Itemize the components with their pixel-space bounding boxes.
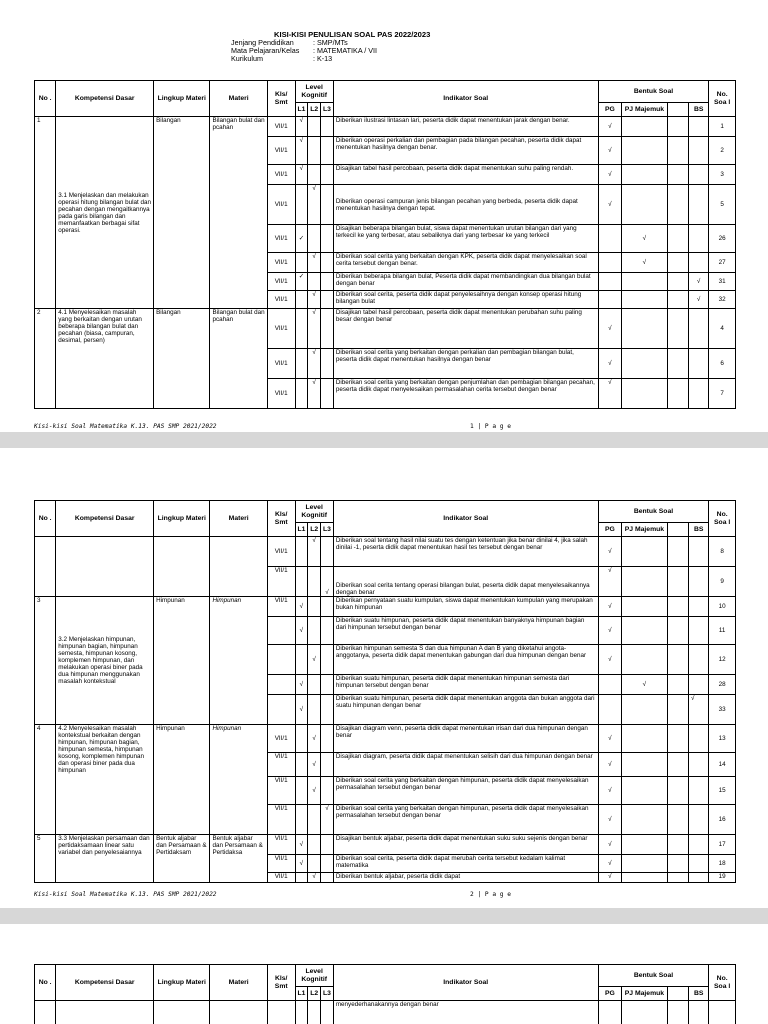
no-soal-cell: 19 bbox=[709, 873, 736, 883]
kisi-kisi-table-page-3 bbox=[34, 964, 736, 1024]
table-row: VII/1 √ Diberikan soal cerita, peserta didik dapat merubah cerita tersebut kedalam kalimat matematika √ 18 bbox=[35, 855, 736, 873]
table-row: VII/1 √ Diberikan bentuk aljabar, peserta didik dapat √ 19 bbox=[35, 873, 736, 883]
table-row: VII/1 √ Diberikan soal cerita yang berkaitan dengan KPK, peserta didik dapat menyelesaikan soal cerita tersebut dengan benar. √ 27 bbox=[35, 253, 736, 273]
no-soal-cell: 12 bbox=[709, 645, 736, 675]
no-soal-cell: 8 bbox=[709, 537, 736, 567]
indikator-cell: Diberikan beberapa bilangan bulat, Peserta didik dapat membandingkan dua bilangan bulat dengan benar bbox=[333, 273, 598, 291]
indikator-cell: Diberikan soal cerita yang berkaitan dengan himpunan, peserta didik dapat menyelesaikan permasalahan tersebut dengan benar bbox=[333, 805, 598, 835]
no-soal-cell: 15 bbox=[709, 777, 736, 805]
table-row: VII/1 √ Diberikan soal cerita yang berkaitan dengan perkalian dan pembagian bilangan bulat, peserta didik dapat menentukan hasilnya dengan benar √ 6 bbox=[35, 349, 736, 379]
no-soal-cell: 2 bbox=[709, 137, 736, 165]
indikator-cell: Disajikan tabel hasil percobaan, peserta didik dapat menentukan perubahan suhu paling besar dengan benar bbox=[333, 309, 598, 349]
no-soal-cell: 26 bbox=[709, 225, 736, 253]
no-soal-cell: 4 bbox=[709, 309, 736, 349]
indikator-cell: Diberikan soal cerita yang berkaitan dengan KPK, peserta didik dapat menyelesaikan soal cerita tersebut dengan benar. bbox=[333, 253, 598, 273]
page-number: 2 | P a g e bbox=[470, 891, 511, 898]
table-header-row: No . Kompetensi Dasar Lingkup Materi Materi Kls/ Smt Level Kognitif Indikator Soal Bentuk Soal No. Soa l bbox=[35, 81, 736, 103]
document-page-1: KISI-KISI PENULISAN SOAL PAS 2022/2023 Jenjang Pendidikan : SMP/MTs Mata Pelajaran/Kelas : MATEMATIKA / VII Kurikulum : K-13 No . Kompetensi Dasar Lingkup Materi Materi Kls/ Smt Level Kognitif Indikator Soal Bentuk Soal No. Soa l L1 L2 L3 PG PJ Majemuk BS 1 3.1 Menjelaskan dan melakukan operasi hitung bilangan bulat dan pecahan dengan mengaitkannya pada garis bilangan dan memanfaatkan berbagai sifat operasi. Bilangan Bilangan bulat dan pcahan VII/1 √ Diberikan ilustrasi lintasan lari, peserta didik dapat menentukan jarak dengan benar. √ 1 VII/1 √ Diberikan operasi perkalian dan pembagian pada bilangan pecahan, peserta didik dapat menentukan hasilnya dengan benar. √ 2 VII/1 √ Disajikan tabel hasil percobaan, peserta didik dapat menentukan suhu paling rendah. √ 3 VII/1 √ Diberikan operasi campuran jenis bilangan pecahan yang berbeda, peserta didik dapat menentukan hasilnya dengan tepat. √ 5 VII/1 ✓ Disajikan beberapa bilangan bulat, siswa dapat menentukan urutan bilangan dari yang terkecil ke yang terbesar, atau sebaliknya dari yang terbesar ke yang terkecil √ 26 VII/1 √ Diberikan soal cerita yang berkaitan dengan KPK, peserta didik dapat menyelesaikan soal cerita tersebut dengan benar. √ 27 VII/1 ✓ Diberikan beberapa bilangan bulat, Peserta didik dapat membandingkan dua bilangan bulat dengan benar √ 31 VII/1 √ Diberikan soal cerita, peserta didik dapat penyelesaihnya dengan konsep operasi hitung bilangan bulat √ 32 2 4.1 Menyelesaikan masalah yang berkaitan dengan urutan beberapa bilangan bulat dan pecahan (biasa, campuran, desimal, persen) Bilangan Bilangan bulat dan pcahan VII/1 √ Disajikan tabel hasil percobaan, peserta didik dapat menentukan perubahan suhu paling besar dengan benar √ 4 VII/1 √ Diberikan soal cerita yang berkaitan dengan perkalian dan pembagian bilangan bulat, peserta didik dapat menentukan hasilnya dengan benar √ 6 VII/1 √ Diberikan soal cerita yang berkaitan dengan penjumlahan dan pembagian bilangan pecahan, peserta didik dapat menyelesaikan permasalahan cerita tersebut dengan benar √ 7 Kisi-kisi Soal Matematika K.13. PAS SMP 2021/2022 1 | P a g e bbox=[0, 0, 768, 432]
indikator-cell: Diberikan soal cerita, peserta didik dapat merubah cerita tersebut kedalam kalimat matematika bbox=[333, 855, 598, 873]
table-subheader-row: L1 L2 L3 PG PJ Majemuk BS bbox=[35, 103, 736, 117]
table-row: 2 4.1 Menyelesaikan masalah yang berkaitan dengan urutan beberapa bilangan bulat dan pecahan (biasa, campuran, desimal, persen) Bilangan Bilangan bulat dan pcahan VII/1 √ Disajikan tabel hasil percobaan, peserta didik dapat menentukan perubahan suhu paling besar dengan benar √ 4 bbox=[35, 309, 736, 349]
indikator-cell: Diberikan bentuk aljabar, peserta didik dapat bbox=[333, 873, 598, 883]
indikator-cell: Disajikan beberapa bilangan bulat, siswa dapat menentukan urutan bilangan dari yang terkecil ke yang terbesar, atau sebaliknya dari yang terbesar ke yang terkecil bbox=[333, 225, 598, 253]
document-title: KISI-KISI PENULISAN SOAL PAS 2022/2023 bbox=[274, 30, 431, 39]
no-soal-cell: 32 bbox=[709, 291, 736, 309]
table-row: VII/1 √ Diberikan soal cerita tentang operasi bilangan bulat, peserta didik dapat menyelesaikannya dengan benar √ 9 bbox=[35, 567, 736, 597]
table-subheader-row: L1 L2 L3 PG PJ Majemuk BS bbox=[35, 987, 736, 1001]
table-row: VII/1 √ Diberikan soal cerita yang berkaitan dengan himpunan, peserta didik dapat menyelesaikan permasalahan tersebut dengan benar √ 16 bbox=[35, 805, 736, 835]
indikator-cell: Diberikan pernyataan suatu kumpulan, siswa dapat menentukan kumpulan yang merupakan bukan himpunan bbox=[333, 597, 598, 617]
table-row: √ Diberikan himpunan semesta S dan dua himpunan A dan B yang diketahui angota-anggotanya, peserta didik dapat menentukan gabungan dari dua himpunan dengan benar √ 12 bbox=[35, 645, 736, 675]
no-soal-cell: 17 bbox=[709, 835, 736, 855]
table-row: 3 3.2 Menjelaskan himpunan, himpunan bagian, himpunan semesta, himpunan kosong, komplemen himpunan, dan melakukan operasi biner pada dua himpunan menggunakan masalah kontekstual Himpunan Himpunan VII/1 √ Diberikan pernyataan suatu kumpulan, siswa dapat menentukan kumpulan yang merupakan bukan himpunan √ 10 bbox=[35, 597, 736, 617]
no-soal-cell: 14 bbox=[709, 753, 736, 777]
kd-cell: 3.1 Menjelaskan dan melakukan operasi hitung bilangan bulat dan pecahan dengan mengaitkannya pada garis bilangan dan memanfaatkan berbagai sifat operasi. bbox=[56, 117, 154, 309]
no-soal-cell: 16 bbox=[709, 805, 736, 835]
table-row: √ Diberikan suatu himpunan, peserta didik dapat menentukan anggota dan bukan anggota dari suatu himpunan dengan benar √ 33 bbox=[35, 695, 736, 725]
table-row: VII/1 √ Diberikan soal cerita yang berkaitan dengan himpunan, peserta didik dapat menyelesaikan permasalahan tersebut dengan benar √ 15 bbox=[35, 777, 736, 805]
table-header-row: No . Kompetensi Dasar Lingkup Materi Materi Kls/ Smt Level Kognitif Indikator Soal Bentuk Soal No. Soa l bbox=[35, 501, 736, 523]
indikator-cell: Diberikan suatu himpunan, peserta didik dapat menentukan anggota dan bukan anggota dari suatu himpunan dengan benar bbox=[333, 695, 598, 725]
table-subheader-row: L1 L2 L3 PG PJ Majemuk BS bbox=[35, 523, 736, 537]
no-soal-cell: 6 bbox=[709, 349, 736, 379]
no-soal-cell: 3 bbox=[709, 165, 736, 185]
no-soal-cell: 1 bbox=[709, 117, 736, 137]
no-soal-cell: 7 bbox=[709, 379, 736, 409]
indikator-cell: Diberikan operasi campuran jenis bilangan pecahan yang berbeda, peserta didik dapat menentukan hasilnya dengan tepat. bbox=[333, 185, 598, 225]
meta-row-kurikulum: Kurikulum : K-13 bbox=[231, 54, 333, 63]
table-row: VII/1 ✓ Diberikan beberapa bilangan bulat, Peserta didik dapat membandingkan dua bilangan bulat dengan benar √ 31 bbox=[35, 273, 736, 291]
document-page-2: No . Kompetensi Dasar Lingkup Materi Materi Kls/ Smt Level Kognitif Indikator Soal Bentuk Soal No. Soa l L1 L2 L3 PG PJ Majemuk BS VII/1 √ Diberikan soal tentang hasil nilai suatu tes dengan ketentuan jika benar dinilai 4, jika salah dinilai -1, peserta didik dapat menentukan hasil tes tersebut dengan benar √ 8 VII/1 √ Diberikan soal cerita tentang operasi bilangan bulat, peserta didik dapat menyelesaikannya dengan benar √ 9 3 3.2 Menjelaskan himpunan, himpunan bagian, himpunan semesta, himpunan kosong, komplemen himpunan, dan melakukan operasi biner pada dua himpunan menggunakan masalah kontekstual Himpunan Himpunan VII/1 √ Diberikan pernyataan suatu kumpulan, siswa dapat menentukan kumpulan yang merupakan bukan himpunan √ 10 √ Diberikan suatu himpunan, peserta didik dapat menentukan banyaknya himpunan bagian dari himpunan tersebut dengan benar √ 11 √ Diberikan himpunan semesta S dan dua himpunan A dan B yang diketahui angota-anggotanya, peserta didik dapat menentukan gabungan dari dua himpunan dengan benar √ 12 √ Diberikan suatu himpunan, peserta didik dapat menentukan himpunan semesta dari himpunan tersebut dengan benar √ 28 √ Diberikan suatu himpunan, peserta didik dapat menentukan anggota dan bukan anggota dari suatu himpunan dengan benar √ 33 4 4.2 Menyelesaikan masalah kontekstual berkaitan dengan himpunan, himpunan bagian, himpunan semesta, himpunan kosong, komplemen himpunan dan operasi biner pada dua himpunan Himpunan Himpunan VII/1 √ Disajikan diagram venn, peserta didik dapat menentukan irisan dari dua himpunan dengan benar √ 13 VII/1 √ Disajikan diagram, peserta didik dapat menentukan selisih dari dua himpunan dengan benar √ 14 VII/1 √ Diberikan soal cerita yang berkaitan dengan himpunan, peserta didik dapat menyelesaikan permasalahan tersebut dengan benar √ 15 VII/1 √ Diberikan soal cerita yang berkaitan dengan himpunan, peserta didik dapat menyelesaikan permasalahan tersebut dengan benar √ 16 5 3.3 Menjelaskan persamaan dan pertidaksamaan linear satu variabel dan penyelesaiannya Bentuk aljabar dan Persamaan & Pertidaksam Bentuk aljabar dan Persamaan & Pertidaksa VII/1 √ Disajikan bentuk aljabar, peserta didik dapat menentukan suku suku sejenis dengan benar √ 17 VII/1 √ Diberikan soal cerita, peserta didik dapat merubah cerita tersebut kedalam kalimat matematika √ 18 VII/1 √ Diberikan bentuk aljabar, peserta didik dapat √ 19 Kisi-kisi Soal Matematika K.13. PAS SMP 2021/2022 2 | P a g e bbox=[0, 448, 768, 908]
kd-cell: 4.1 Menyelesaikan masalah yang berkaitan dengan urutan beberapa bilangan bulat dan pecahan (biasa, campuran, desimal, persen) bbox=[56, 309, 154, 409]
indikator-cell: Disajikan tabel hasil percobaan, peserta didik dapat menentukan suhu paling rendah. bbox=[333, 165, 598, 185]
table-row: VII/1 √ Diberikan soal cerita yang berkaitan dengan penjumlahan dan pembagian bilangan pecahan, peserta didik dapat menyelesaikan permasalahan cerita tersebut dengan benar √ 7 bbox=[35, 379, 736, 409]
no-soal-cell: 9 bbox=[709, 567, 736, 597]
kisi-kisi-table-page-1 bbox=[34, 80, 736, 409]
table-row: VII/1 √ Disajikan diagram, peserta didik dapat menentukan selisih dari dua himpunan dengan benar √ 14 bbox=[35, 753, 736, 777]
table-row: √ Diberikan suatu himpunan, peserta didik dapat menentukan himpunan semesta dari himpunan tersebut dengan benar √ 28 bbox=[35, 675, 736, 695]
no-soal-cell: 27 bbox=[709, 253, 736, 273]
no-soal-cell: 5 bbox=[709, 185, 736, 225]
no-soal-cell: 11 bbox=[709, 617, 736, 645]
kisi-kisi-table-page-2 bbox=[34, 500, 736, 883]
table-row bbox=[35, 1001, 736, 1024]
indikator-cell: Disajikan bentuk aljabar, peserta didik dapat menentukan suku suku sejenis dengan benar bbox=[333, 835, 598, 855]
indikator-cell: Diberikan soal cerita yang berkaitan dengan perkalian dan pembagian bilangan bulat, peserta didik dapat menentukan hasilnya dengan benar bbox=[333, 349, 598, 379]
table-row: 4 4.2 Menyelesaikan masalah kontekstual berkaitan dengan himpunan, himpunan bagian, himpunan semesta, himpunan kosong, komplemen himpunan dan operasi biner pada dua himpunan Himpunan Himpunan VII/1 √ Disajikan diagram venn, peserta didik dapat menentukan irisan dari dua himpunan dengan benar √ 13 bbox=[35, 725, 736, 753]
table-header-row: No . Kompetensi Dasar Lingkup Materi Materi Kls/ Smt Level Kognitif Indikator Soal Bentuk Soal No. Soa l bbox=[35, 965, 736, 987]
indikator-cell: Diberikan operasi perkalian dan pembagian pada bilangan pecahan, peserta didik dapat menentukan hasilnya dengan benar. bbox=[333, 137, 598, 165]
document-page-3 bbox=[0, 924, 768, 1024]
table-row: VII/1 √ Diberikan operasi campuran jenis bilangan pecahan yang berbeda, peserta didik dapat menentukan hasilnya dengan tepat. √ 5 bbox=[35, 185, 736, 225]
kd-cell: 3.2 Menjelaskan himpunan, himpunan bagian, himpunan semesta, himpunan kosong, komplemen himpunan, dan melakukan operasi biner pada dua himpunan menggunakan masalah kontekstual bbox=[56, 597, 154, 725]
indikator-cell: menyederhanakannya dengan benar bbox=[333, 1001, 598, 1024]
no-soal-cell: 13 bbox=[709, 725, 736, 753]
table-row: √ Diberikan suatu himpunan, peserta didik dapat menentukan banyaknya himpunan bagian dari himpunan tersebut dengan benar √ 11 bbox=[35, 617, 736, 645]
meta-row-mapel: Mata Pelajaran/Kelas : MATEMATIKA / VII bbox=[231, 46, 378, 55]
no-soal-cell: 33 bbox=[709, 695, 736, 725]
table-row: VII/1 ✓ Disajikan beberapa bilangan bulat, siswa dapat menentukan urutan bilangan dari yang terkecil ke yang terbesar, atau sebaliknya dari yang terbesar ke yang terkecil √ 26 bbox=[35, 225, 736, 253]
indikator-cell: Disajikan diagram venn, peserta didik dapat menentukan irisan dari dua himpunan dengan benar bbox=[333, 725, 598, 753]
indikator-cell: Disajikan diagram, peserta didik dapat menentukan selisih dari dua himpunan dengan benar bbox=[333, 753, 598, 777]
table-row: VII/1 √ Diberikan operasi perkalian dan pembagian pada bilangan pecahan, peserta didik dapat menentukan hasilnya dengan benar. √ 2 bbox=[35, 137, 736, 165]
meta-row-jenjang: Jenjang Pendidikan : SMP/MTs bbox=[231, 38, 348, 47]
no-soal-cell: 10 bbox=[709, 597, 736, 617]
kd-cell: 4.2 Menyelesaikan masalah kontekstual berkaitan dengan himpunan, himpunan bagian, himpunan semesta, himpunan kosong, komplemen himpunan dan operasi biner pada dua himpunan bbox=[56, 725, 154, 835]
table-row: VII/1 √ Disajikan tabel hasil percobaan, peserta didik dapat menentukan suhu paling rendah. √ 3 bbox=[35, 165, 736, 185]
no-soal-cell: 31 bbox=[709, 273, 736, 291]
indikator-cell: Diberikan himpunan semesta S dan dua himpunan A dan B yang diketahui angota-anggotanya, peserta didik dapat menentukan gabungan dari dua himpunan dengan benar bbox=[333, 645, 598, 675]
table-row: 5 3.3 Menjelaskan persamaan dan pertidaksamaan linear satu variabel dan penyelesaiannya Bentuk aljabar dan Persamaan & Pertidaksam Bentuk aljabar dan Persamaan & Pertidaksa VII/1 √ Disajikan bentuk aljabar, peserta didik dapat menentukan suku suku sejenis dengan benar √ 17 bbox=[35, 835, 736, 855]
table-row: 1 3.1 Menjelaskan dan melakukan operasi hitung bilangan bulat dan pecahan dengan mengaitkannya pada garis bilangan dan memanfaatkan berbagai sifat operasi. Bilangan Bilangan bulat dan pcahan VII/1 √ Diberikan ilustrasi lintasan lari, peserta didik dapat menentukan jarak dengan benar. √ 1 bbox=[35, 117, 736, 137]
kd-cell: 3.3 Menjelaskan persamaan dan pertidaksamaan linear satu variabel dan penyelesaiannya bbox=[56, 835, 154, 883]
no-soal-cell: 18 bbox=[709, 855, 736, 873]
indikator-cell: Diberikan suatu himpunan, peserta didik dapat menentukan himpunan semesta dari himpunan tersebut dengan benar bbox=[333, 675, 598, 695]
no-soal-cell: 28 bbox=[709, 675, 736, 695]
indikator-cell: Diberikan soal tentang hasil nilai suatu tes dengan ketentuan jika benar dinilai 4, jika salah dinilai -1, peserta didik dapat menentukan hasil tes tersebut dengan benar bbox=[333, 537, 598, 567]
indikator-cell: Diberikan soal cerita yang berkaitan dengan himpunan, peserta didik dapat menyelesaikan permasalahan tersebut dengan benar bbox=[333, 777, 598, 805]
indikator-cell: Diberikan soal cerita yang berkaitan dengan penjumlahan dan pembagian bilangan pecahan, peserta didik dapat menyelesaikan permasalahan cerita tersebut dengan benar bbox=[333, 379, 598, 409]
indikator-cell: Diberikan soal cerita, peserta didik dapat penyelesaihnya dengan konsep operasi hitung bilangan bulat bbox=[333, 291, 598, 309]
indikator-cell: Diberikan suatu himpunan, peserta didik dapat menentukan banyaknya himpunan bagian dari himpunan tersebut dengan benar bbox=[333, 617, 598, 645]
table-row: VII/1 √ Diberikan soal tentang hasil nilai suatu tes dengan ketentuan jika benar dinilai 4, jika salah dinilai -1, peserta didik dapat menentukan hasil tes tersebut dengan benar √ 8 bbox=[35, 537, 736, 567]
indikator-cell: Diberikan ilustrasi lintasan lari, peserta didik dapat menentukan jarak dengan benar. bbox=[333, 117, 598, 137]
page-number: 1 | P a g e bbox=[470, 423, 511, 430]
table-row: VII/1 √ Diberikan soal cerita, peserta didik dapat penyelesaihnya dengan konsep operasi hitung bilangan bulat √ 32 bbox=[35, 291, 736, 309]
indikator-cell: Diberikan soal cerita tentang operasi bilangan bulat, peserta didik dapat menyelesaikannya dengan benar bbox=[333, 567, 598, 597]
